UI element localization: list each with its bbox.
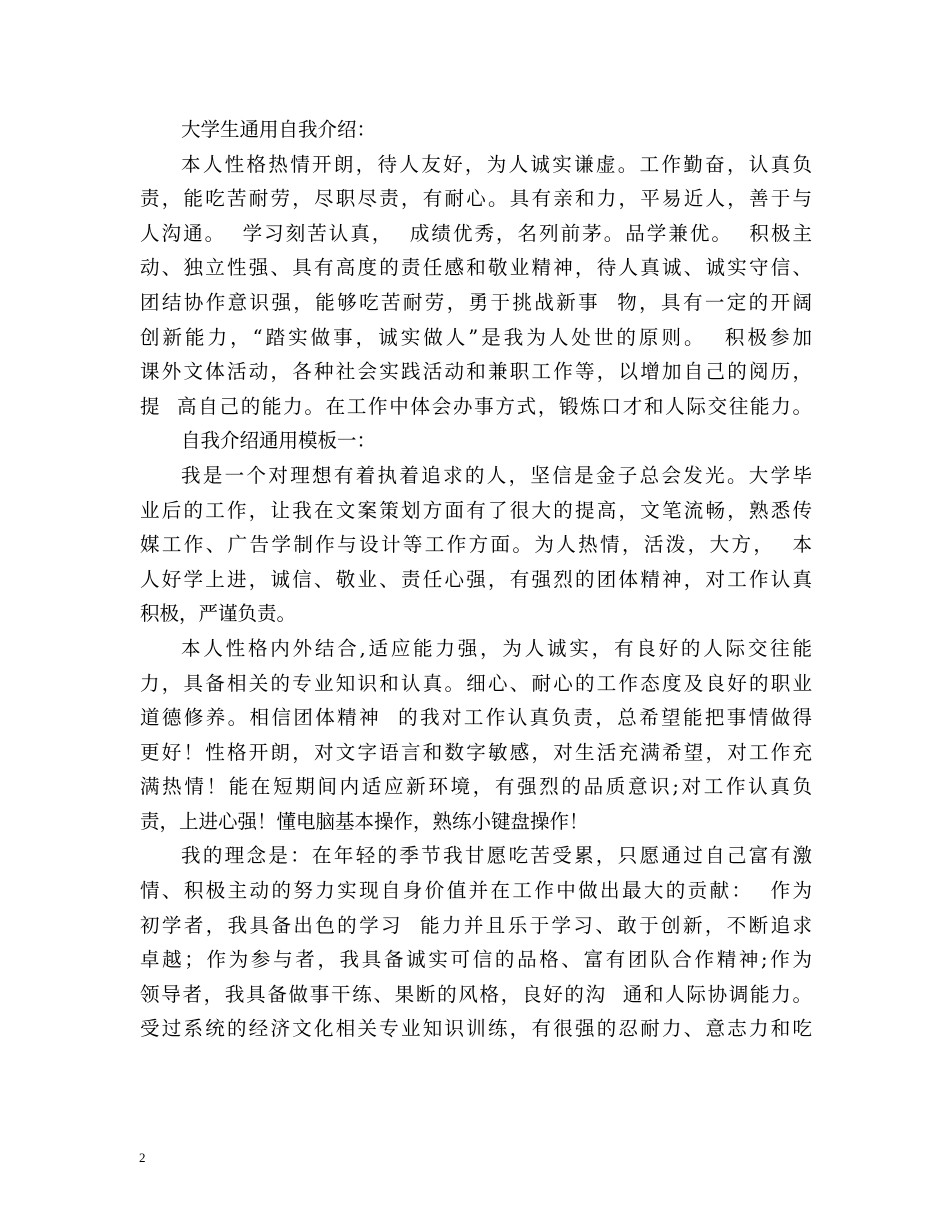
paragraph-line: 责，上进心强！懂电脑基本操作，熟练小键盘操作！ — [140, 809, 589, 833]
section-heading: 自我介绍通用模板一： — [181, 429, 377, 453]
paragraph-line: 力，具备相关的专业知识和认真。细心、耐心的工作态度及良好的职业 — [140, 671, 812, 695]
paragraph-line: 业后的工作，让我在文案策划方面有了很大的提高，文笔流畅，熟悉传 — [140, 498, 812, 522]
document-body — [140, 113, 812, 1047]
paragraph-line: 初学者，我具备出色的学习 能力并且乐于学习、敢于创新，不断追求 — [140, 913, 812, 937]
paragraph-line: 责，能吃苦耐劳，尽职尽责，有耐心。具有亲和力，平易近人，善于与 — [140, 187, 812, 211]
paragraph-line: 人沟通。 学习刻苦认真， 成绩优秀，名列前茅。品学兼优。 积极主 — [140, 221, 812, 245]
paragraph-line: 道德修养。相信团体精神 的我对工作认真负责，总希望能把事情做得 — [140, 706, 812, 730]
paragraph-line: 媒工作、广告学制作与设计等工作方面。为人热情，活泼，大方， 本 — [140, 533, 812, 557]
paragraph-line: 领导者，我具备做事干练、果断的风格，良好的沟 通和人际协调能力。 — [140, 982, 812, 1006]
paragraph-line: 课外文体活动，各种社会实践活动和兼职工作等，以增加自己的阅历， — [140, 360, 812, 384]
paragraph-line: 我的理念是：在年轻的季节我甘愿吃苦受累，只愿通过自己富有激 — [181, 844, 812, 868]
paragraph-line: 本人性格内外结合,适应能力强，为人诚实，有良好的人际交往能 — [181, 636, 812, 660]
paragraph-line: 团结协作意识强，能够吃苦耐劳，勇于挑战新事 物，具有一定的开阔 — [140, 290, 812, 314]
section-heading: 大学生通用自我介绍： — [181, 118, 377, 141]
paragraph-line: 更好！性格开朗，对文字语言和数字敏感，对生活充满希望，对工作充 — [140, 740, 812, 764]
paragraph-line: 动、独立性强、具有高度的责任感和敬业精神，待人真诚、诚实守信、 — [140, 256, 812, 280]
paragraph-line: 创新能力，“踏实做事，诚实做人”是我为人处世的原则。 积极参加 — [140, 325, 812, 349]
paragraph-line: 卓越；作为参与者，我具备诚实可信的品格、富有团队合作精神;作为 — [140, 948, 812, 972]
paragraph-line: 本人性格热情开朗，待人友好，为人诚实谦虚。工作勤奋，认真负 — [181, 152, 812, 176]
page-number: 2 — [139, 1150, 146, 1165]
paragraph-line: 情、积极主动的努力实现自身价值并在工作中做出最大的贡献： 作为 — [140, 879, 812, 903]
paragraph-line: 提 高自己的能力。在工作中体会办事方式，锻炼口才和人际交往能力。 — [140, 394, 812, 418]
paragraph-line: 我是一个对理想有着执着追求的人，坚信是金子总会发光。大学毕 — [181, 463, 812, 487]
paragraph-line: 人好学上进，诚信、敬业、责任心强，有强烈的团体精神，对工作认真 — [140, 567, 812, 591]
paragraph-line: 受过系统的经济文化相关专业知识训练，有很强的忍耐力、意志力和吃 — [140, 1017, 812, 1041]
paragraph-line: 满热情！能在短期间内适应新环境，有强烈的品质意识;对工作认真负 — [140, 775, 812, 799]
paragraph-line: 积极，严谨负责。 — [140, 602, 297, 626]
